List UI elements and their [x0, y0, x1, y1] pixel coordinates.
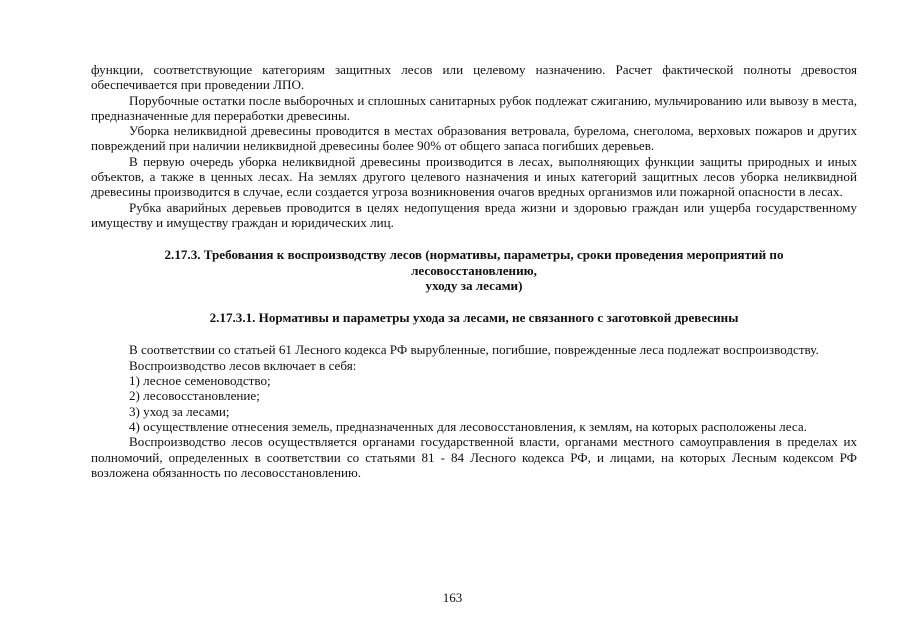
paragraph: Воспроизводство лесов включает в себя:	[129, 357, 357, 373]
paragraph: Воспроизводство лесов осуществляется органами государственной власти, органами местного самоуправления в пределах их полномочий, определенных в соответствии со статьями 81 - 84 Лесного кодекса РФ, и лицами, на которых Лесным кодексом РФ возложена обязанность по лесовосстановлению.	[91, 434, 857, 480]
subsection-heading: 2.17.3.1. Нормативы и параметры ухода за лесами, не связанного с заготовкой древесины	[209, 310, 739, 326]
paragraph: Уборка неликвидной древесины проводится в местах образования ветровала, бурелома, снеголома, верховых пожаров и других повреждений при наличии неликвидной древесины более 90% от общего запаса погибших деревьев.	[91, 123, 857, 154]
paragraph: В первую очередь уборка неликвидной древесины производится в лесах, выполняющих функции защиты природных и иных объектов, а также в ценных лесах. На землях другого целевого назначения и иных категорий защитных лесов уборка неликвидной древесины производится в случае, если создается угроза возникновения очагов вредных организмов или пожарной опасности в лесах.	[91, 153, 857, 200]
page-number: 163	[442, 590, 463, 605]
paragraph: Рубка аварийных деревьев проводится в целях недопущения вреда жизни и здоровью граждан или ущерба государственному имуществу и имуществу граждан и юридических лиц.	[91, 199, 857, 230]
list-item: 4) осуществление отнесения земель, предназначенных для лесовосстановления, к землям, на которых расположены леса.	[129, 418, 807, 434]
section-heading-line: лесовосстановлению,	[411, 262, 537, 278]
list-item: 2) лесовосстановление;	[129, 388, 260, 404]
paragraph: Порубочные остатки после выборочных и сплошных санитарных рубок подлежат сжиганию, мульчированию или вывозу в места, предназначенные для переработки древесины.	[91, 92, 857, 123]
section-heading-line: 2.17.3. Требования к воспроизводству лесов (нормативы, параметры, сроки проведения мероприятий по	[164, 247, 784, 263]
document-page	[91, 62, 857, 480]
paragraph: В соответствии со статьей 61 Лесного кодекса РФ вырубленные, погибшие, поврежденные леса подлежат воспроизводству.	[129, 342, 819, 358]
list-item: 3) уход за лесами;	[129, 403, 230, 419]
paragraph: функции, соответствующие категориям защитных лесов или целевому назначению. Расчет фактической полноты древостоя обеспечивается при проведении ЛПО.	[91, 62, 857, 93]
section-heading-line: уходу за лесами)	[425, 277, 523, 293]
section-heading	[91, 247, 857, 293]
list-item: 1) лесное семеноводство;	[129, 373, 271, 389]
